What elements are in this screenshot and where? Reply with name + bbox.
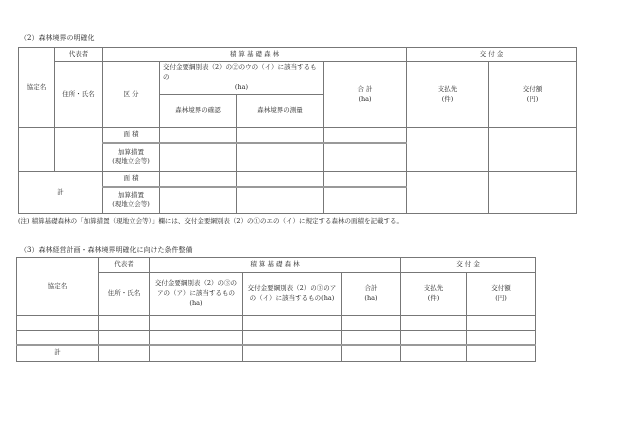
cell <box>160 172 237 187</box>
boundary-table <box>18 47 577 214</box>
cell <box>19 128 55 172</box>
cell <box>243 345 342 362</box>
conditions-table <box>16 257 536 362</box>
add-sub: (現地立会等) <box>112 200 150 209</box>
cell <box>237 143 324 172</box>
header-total <box>324 62 407 128</box>
header-sub <box>160 62 324 95</box>
cell <box>489 128 577 172</box>
header-daihyo: 代表者 <box>99 258 150 273</box>
header-kyotei: 協定名 <box>17 258 99 316</box>
cell <box>467 331 536 345</box>
total-label: 計 <box>19 172 103 214</box>
header-sub-unit: (ha) <box>234 82 249 91</box>
cell <box>342 331 401 345</box>
row-area-label: 面 積 <box>103 128 160 143</box>
header-sub-text: 交付金要綱別表（2）の②のウの（イ）に該当するもの <box>163 63 317 82</box>
cell <box>17 331 99 345</box>
header-kofu: 交 付 金 <box>401 258 536 273</box>
table-row <box>17 316 536 331</box>
header-kubun: 区 分 <box>103 62 160 128</box>
payee-label: 支払先 <box>437 84 458 93</box>
header-address: 住所・氏名 <box>99 273 150 316</box>
add-sub: (現地立会等) <box>112 157 150 166</box>
amount-unit: (円) <box>495 294 507 302</box>
cell <box>243 316 342 331</box>
cell <box>150 345 243 362</box>
cell <box>99 345 150 362</box>
header-kakunin: 森林境界の確認 <box>160 95 237 128</box>
header-sekisan: 積 算 基 礎 森 林 <box>103 48 407 62</box>
header-payee <box>401 273 467 316</box>
header-kyotei: 協定名 <box>19 48 55 128</box>
section2-title: （2）森林境界の明確化 <box>20 34 95 42</box>
total-row <box>17 345 536 362</box>
cell <box>342 316 401 331</box>
header-payee <box>407 62 489 128</box>
cell <box>99 331 150 345</box>
cell <box>407 128 489 172</box>
row-add-label <box>103 187 160 214</box>
cell <box>324 172 407 187</box>
add-label: 加算措置 <box>118 190 144 199</box>
cell <box>160 187 237 214</box>
payee-unit: (件) <box>441 94 454 103</box>
add-label: 加算措置 <box>118 147 144 156</box>
cell <box>401 345 467 362</box>
payee-label: 支払先 <box>423 284 444 293</box>
cell <box>150 316 243 331</box>
total-label: 合 計 <box>357 84 373 93</box>
cell <box>160 128 237 143</box>
payee-unit: (件) <box>427 294 440 302</box>
cell <box>17 316 99 331</box>
header-amount <box>489 62 577 128</box>
header-amount <box>467 273 536 316</box>
cell <box>324 128 407 143</box>
header-kofu: 交 付 金 <box>407 48 577 62</box>
amount-unit: (円) <box>526 94 539 103</box>
total-label: 合計 <box>364 284 378 293</box>
section3-title: （3）森林経営計画・森林境界明確化に向けた条件整備 <box>20 246 193 254</box>
cell <box>324 187 407 214</box>
cell <box>401 331 467 345</box>
amount-label: 交付額 <box>522 84 543 93</box>
cell <box>150 331 243 345</box>
amount-label: 交付額 <box>491 284 511 293</box>
cell <box>237 187 324 214</box>
total-unit: (ha) <box>358 94 372 103</box>
cell <box>407 172 489 214</box>
cell <box>55 128 103 172</box>
header-total <box>342 273 401 316</box>
header-sokuryo: 森林境界の測量 <box>237 95 324 128</box>
header-sekisan: 積 算 基 礎 森 林 <box>150 258 401 273</box>
cell <box>401 316 467 331</box>
cell <box>243 331 342 345</box>
total-label: 計 <box>17 345 99 362</box>
header-daihyo: 代表者 <box>55 48 103 62</box>
cell <box>237 172 324 187</box>
header-address: 住所・氏名 <box>55 62 103 128</box>
cell <box>99 316 150 331</box>
total-unit: (ha) <box>364 294 378 302</box>
cell <box>160 143 237 172</box>
cell <box>324 143 407 172</box>
row-area-label: 面 積 <box>103 172 160 187</box>
note: (注) 積算基礎森林の「加算措置（現地立会等）」欄には、交付金要綱別表（2）の①のエの（イ）に規定する森林の面積を記載する。 <box>18 217 404 225</box>
header-i: 交付金要綱別表（2）の③のアの（イ）に該当するもの(ha) <box>243 273 342 316</box>
cell <box>342 345 401 362</box>
row-add-label <box>103 143 160 172</box>
cell <box>489 172 577 214</box>
table-row <box>17 331 536 345</box>
cell <box>237 128 324 143</box>
header-a: 交付金要綱別表（2）の③のアの（ア）に該当するもの(ha) <box>150 273 243 316</box>
cell <box>467 316 536 331</box>
cell <box>467 345 536 362</box>
